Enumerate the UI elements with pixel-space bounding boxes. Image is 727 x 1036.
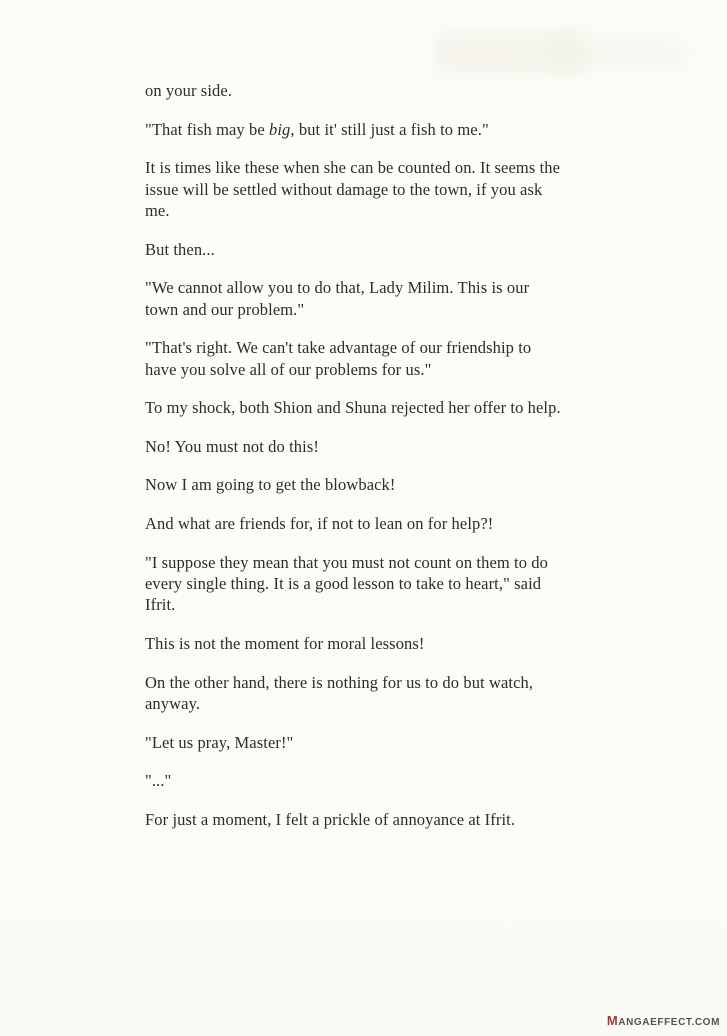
paragraph-10 (145, 513, 607, 534)
paragraph-7 (145, 397, 607, 418)
text-line: Ifrit. (145, 595, 176, 615)
text-line: town and our problem." (145, 299, 305, 319)
text-line: issue will be settled without damage to the town, if you ask (145, 179, 543, 199)
text-line: every single thing. It is a good lesson to take to heart," said (145, 573, 542, 593)
paragraph-1 (145, 80, 607, 101)
text-line: anyway. (145, 693, 201, 713)
text-line: This is not the moment for moral lessons! (145, 633, 425, 653)
paragraph-4 (145, 239, 607, 260)
paragraph-12 (145, 633, 607, 654)
paragraph-9 (145, 474, 607, 495)
text-line: "I suppose they mean that you must not count on them to do (145, 552, 548, 572)
text-line: "Let us pray, Master!" (145, 732, 294, 752)
text-line: "..." (145, 771, 172, 791)
paragraph-11 (145, 552, 607, 616)
paragraph-14 (145, 732, 607, 753)
text-line: have you solve all of our problems for us." (145, 359, 432, 379)
paragraph-13 (145, 672, 607, 715)
text-line: "We cannot allow you to do that, Lady Milim. This is our (145, 278, 530, 298)
paragraph-2 (145, 119, 607, 140)
watermark-initial: M (606, 1013, 619, 1028)
text-line: , but it' still just a fish to me." (290, 119, 489, 139)
scan-smudge (560, 38, 690, 68)
text-line: me. (145, 201, 170, 220)
paragraph-16 (145, 809, 607, 830)
text-line: "That fish may be (145, 119, 270, 139)
text-line: Now I am going to get the blowback! (145, 475, 396, 495)
text-line: On the other hand, there is nothing for us to do but watch, (145, 672, 534, 692)
paragraph-6 (145, 337, 607, 380)
text-line: To my shock, both Shion and Shuna rejected her offer to help. (145, 398, 561, 418)
text-line: It is times like these when she can be counted on. It seems the (145, 158, 561, 178)
text-line: No! You must not do this! (145, 436, 319, 456)
text-line: on your side. (145, 81, 232, 100)
novel-text-column (145, 80, 607, 847)
text-line: For just a moment, I felt a prickle of annoyance at Ifrit. (145, 809, 516, 829)
paragraph-3 (145, 157, 607, 221)
watermark-rest: ANGAEFFECT.COM (618, 1017, 720, 1028)
paragraph-15 (145, 770, 607, 791)
text-line: But then... (145, 239, 215, 259)
text-line: And what are friends for, if not to lean on for help?! (145, 513, 494, 533)
paragraph-5 (145, 277, 607, 320)
text-line: "That's right. We can't take advantage of our friendship to (145, 338, 532, 358)
paragraph-8 (145, 436, 607, 457)
mangaeffect-watermark (607, 1013, 720, 1028)
italic-word: big (269, 119, 291, 139)
